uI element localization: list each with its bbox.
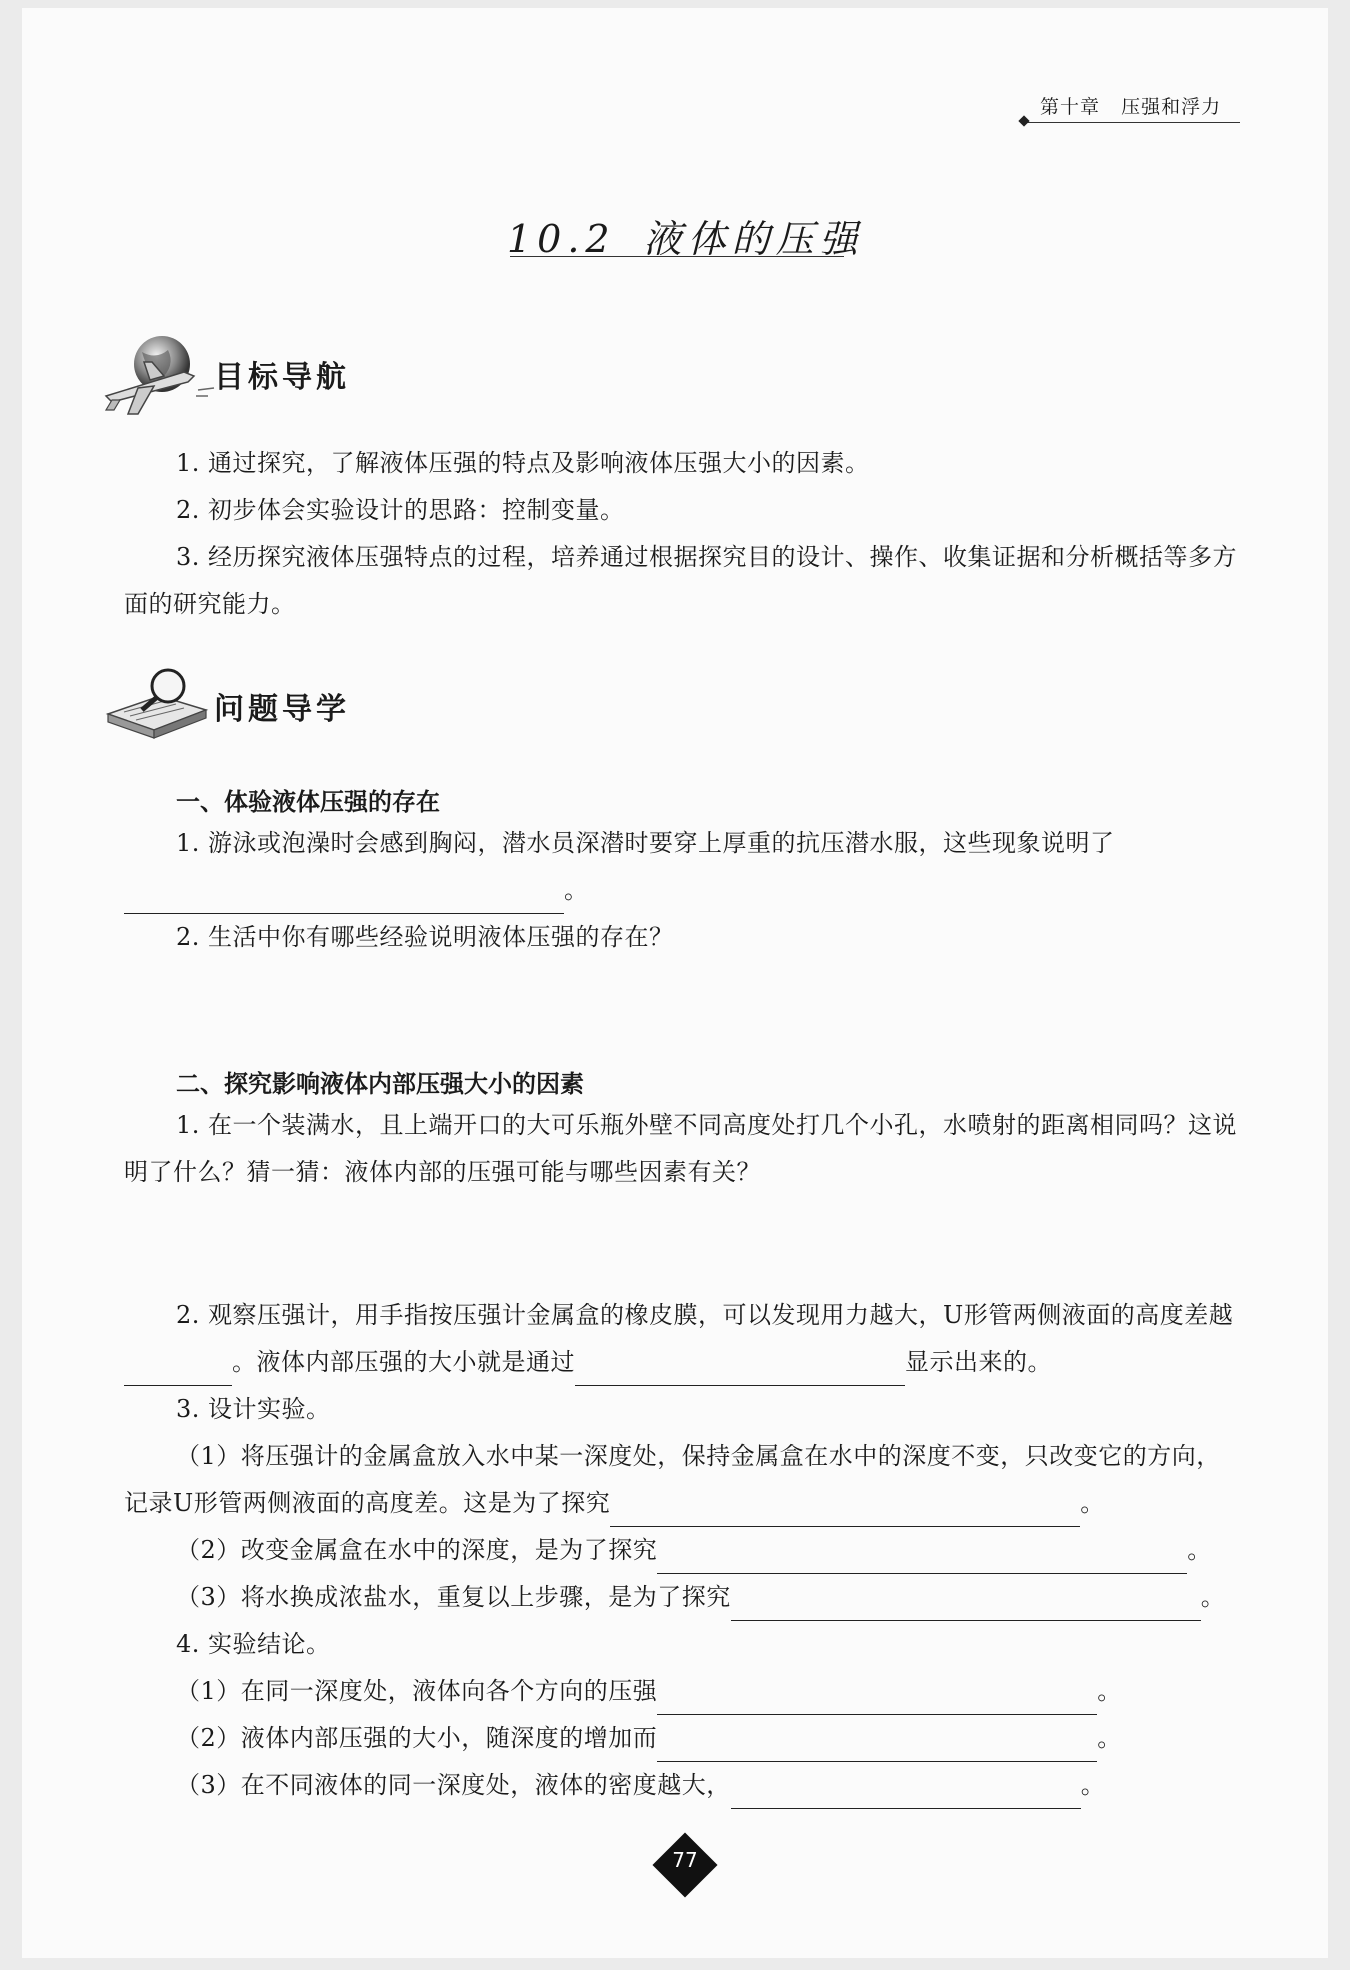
magnifier-book-icon: [98, 664, 216, 744]
part2-question-4-1: （1）在同一深度处，液体向各个方向的压强 。: [124, 1668, 1242, 1715]
part2-question-4: 4. 实验结论。: [176, 1630, 331, 1658]
answer-blank[interactable]: [657, 1731, 1097, 1762]
answer-blank[interactable]: [124, 883, 564, 914]
part2-question-3-2: （2）改变金属盒在水中的深度，是为了探究 。: [124, 1527, 1242, 1574]
goal-item-3: 3. 经历探究液体压强特点的过程，培养通过根据探究目的设计、操作、收集证据和分析概括等多方面的研究能力。: [124, 543, 1238, 618]
part2-heading: 二、探究影响液体内部压强大小的因素: [176, 1070, 584, 1098]
chapter-title: 压强和浮力: [1121, 96, 1222, 118]
section-heading-goals: 目标导航: [214, 360, 350, 395]
part2-question-3-1: （1）将压强计的金属盒放入水中某一深度处，保持金属盒在水中的深度不变，只改变它的方向，记录U形管两侧液面的高度差。这是为了探究 。: [124, 1433, 1242, 1527]
part1-question-1: 1. 游泳或泡澡时会感到胸闷，潜水员深潜时要穿上厚重的抗压潜水服，这些现象说明了。: [124, 820, 1242, 914]
answer-blank[interactable]: [124, 1355, 232, 1386]
workbook-page: [22, 8, 1328, 1958]
globe-airplane-icon: [98, 330, 216, 422]
answer-blank[interactable]: [575, 1355, 905, 1386]
header-rule: [1026, 122, 1240, 123]
part2-question-2: 2. 观察压强计，用手指按压强计金属盒的橡皮膜，可以发现用力越大，U形管两侧液面的高度差越。液体内部压强的大小就是通过 显示出来的。: [124, 1292, 1242, 1386]
title-underline: [510, 256, 844, 257]
section-title: [507, 208, 864, 261]
chapter-number: 第十章: [1040, 96, 1101, 118]
part1-question-2: 2. 生活中你有哪些经验说明液体压强的存在？: [176, 923, 674, 951]
answer-blank[interactable]: [610, 1496, 1080, 1527]
answer-blank[interactable]: [657, 1543, 1187, 1574]
answer-blank[interactable]: [731, 1590, 1201, 1621]
answer-blank[interactable]: [731, 1778, 1081, 1809]
part2-question-4-2: （2）液体内部压强的大小，随深度的增加而 。: [124, 1715, 1242, 1762]
section-title-text: 液体的压强: [643, 217, 864, 261]
part2-question-1: 1. 在一个装满水，且上端开口的大可乐瓶外壁不同高度处打几个小孔，水喷射的距离相同吗？这说明了什么？猜一猜：液体内部的压强可能与哪些因素有关？: [124, 1111, 1238, 1186]
part1-heading: 一、体验液体压强的存在: [176, 788, 440, 816]
chapter-header: [1020, 86, 1240, 122]
part2-question-3: 3. 设计实验。: [176, 1395, 331, 1423]
part2-question-3-3: （3）将水换成浓盐水，重复以上步骤，是为了探究 。: [124, 1574, 1242, 1621]
part2-question-4-3: （3）在不同液体的同一深度处，液体的密度越大， 。: [124, 1762, 1242, 1809]
section-heading-questions: 问题导学: [214, 692, 350, 727]
goal-item-2: 2. 初步体会实验设计的思路：控制变量。: [176, 496, 625, 524]
page-number: 77: [672, 1848, 698, 1872]
diamond-bullet-icon: [1018, 115, 1029, 126]
section-number: 10.2: [507, 217, 616, 261]
goal-item-1: 1. 通过探究，了解液体压强的特点及影响液体压强大小的因素。: [176, 449, 870, 477]
answer-blank[interactable]: [657, 1684, 1097, 1715]
